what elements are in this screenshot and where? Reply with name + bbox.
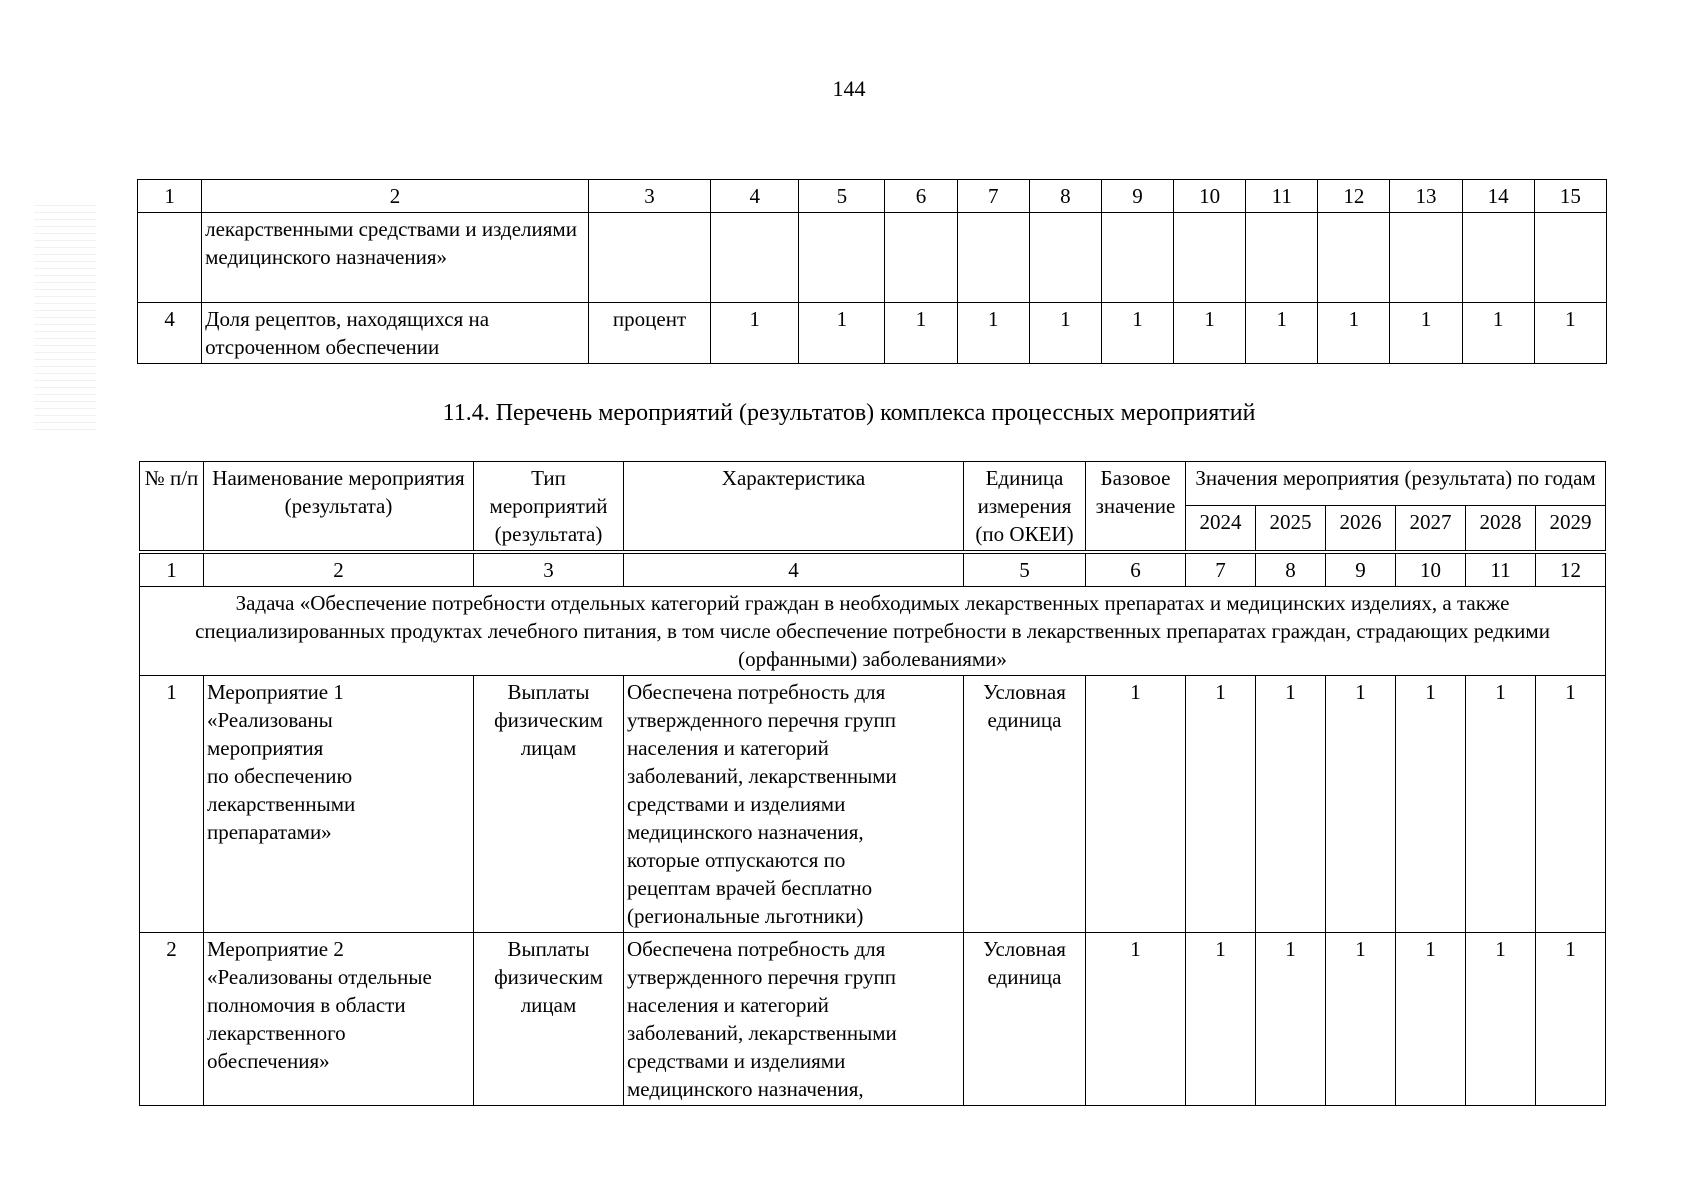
line: «Реализованы (207, 708, 333, 732)
indicator-name: лекарственными средствами и изделиями медицинского назначения» (202, 213, 589, 303)
activities-table (139, 461, 1606, 1106)
line: Выплаты (507, 680, 590, 704)
line: Обеспечена потребность для (627, 680, 886, 704)
header-year: 2028 (1466, 506, 1536, 552)
value-cell (1534, 213, 1606, 303)
line: утвержденного перечня групп (627, 708, 897, 732)
table2-header-row (140, 462, 1606, 506)
year-value: 1 (1396, 676, 1466, 933)
line: мероприятия (207, 736, 324, 760)
activity-name (204, 933, 474, 1106)
header-num: № п/п (140, 462, 204, 553)
header-base: Базовое значение (1086, 462, 1186, 553)
table1-col-3: 3 (588, 180, 710, 213)
value-cell: 1 (1318, 303, 1390, 364)
header-year: 2026 (1326, 506, 1396, 552)
column-number: 1 (140, 552, 204, 587)
table1-col-12: 12 (1318, 180, 1390, 213)
column-number: 9 (1326, 552, 1396, 587)
value-cell (711, 213, 799, 303)
value-cell: 1 (1101, 303, 1173, 364)
table-row (140, 933, 1606, 1106)
column-number: 7 (1186, 552, 1256, 587)
line: средствами и изделиями (627, 1049, 846, 1073)
line: которые отпускаются по (627, 848, 846, 872)
column-numbers-row (140, 552, 1606, 587)
year-value: 1 (1256, 676, 1326, 933)
value-cell: 1 (1029, 303, 1101, 364)
section-title: 11.4. Перечень мероприятий (результатов) комплекса процессных мероприятий (442, 400, 1256, 426)
column-number: 3 (474, 552, 624, 587)
line: (региональные льготники) (627, 904, 864, 928)
table1-col-6: 6 (885, 180, 957, 213)
column-number: 10 (1396, 552, 1466, 587)
value-cell: 1 (1390, 303, 1462, 364)
row-number (138, 213, 202, 303)
value-cell: 1 (1246, 303, 1318, 364)
year-value: 1 (1466, 676, 1536, 933)
line: населения и категорий (627, 993, 829, 1017)
year-value: 1 (1536, 933, 1606, 1106)
value-cell (1174, 213, 1246, 303)
header-year: 2025 (1256, 506, 1326, 552)
task-row (140, 587, 1606, 676)
unit: процент (588, 303, 710, 364)
activity-unit (964, 676, 1086, 933)
line: заболеваний, лекарственными (627, 764, 897, 788)
value-cell (885, 213, 957, 303)
year-value: 1 (1396, 933, 1466, 1106)
table1-col-9: 9 (1101, 180, 1173, 213)
column-number: 8 (1256, 552, 1326, 587)
table1-col-1: 1 (138, 180, 202, 213)
line: физическим (494, 708, 603, 732)
value-cell (799, 213, 885, 303)
row-number: 4 (138, 303, 202, 364)
header-unit: Единица измерения (по ОКЕИ) (964, 462, 1086, 553)
table-row (138, 303, 1607, 364)
line: обеспечения» (207, 1049, 330, 1073)
line: лицам (520, 993, 577, 1017)
table-row (138, 213, 1607, 303)
activity-characteristic (624, 676, 964, 933)
value-cell (1318, 213, 1390, 303)
line: полномочия в области (207, 993, 406, 1017)
column-number: 6 (1086, 552, 1186, 587)
value-cell: 1 (885, 303, 957, 364)
line: Мероприятие 1 (207, 680, 344, 704)
header-characteristic: Характеристика (624, 462, 964, 553)
table1-col-4: 4 (711, 180, 799, 213)
line: медицинского назначения, (627, 1077, 864, 1101)
line: заболеваний, лекарственными (627, 1021, 897, 1045)
line: «Реализованы отдельные (207, 965, 432, 989)
line: по обеспечению (207, 764, 353, 788)
header-year: 2027 (1396, 506, 1466, 552)
row-number: 1 (140, 676, 204, 933)
header-type: Тип мероприятий (результата) (474, 462, 624, 553)
table1-col-10: 10 (1174, 180, 1246, 213)
table1-col-8: 8 (1029, 180, 1101, 213)
activity-type (474, 933, 624, 1106)
value-cell: 1 (1534, 303, 1606, 364)
line: Мероприятие 2 (207, 937, 344, 961)
row-number: 2 (140, 933, 204, 1106)
table1-col-5: 5 (799, 180, 885, 213)
line: медицинского назначения, (627, 820, 864, 844)
table1-col-14: 14 (1462, 180, 1534, 213)
line: Обеспечена потребность для (627, 937, 886, 961)
year-value: 1 (1466, 933, 1536, 1106)
page-number: 144 (832, 76, 866, 101)
task-description: Задача «Обеспечение потребности отдельных категорий граждан в необходимых лекарственных препаратах и медицинских изделиях, а также специализированных продуктах лечебного питания, в том числе обеспечение потребности в лекарственных препаратах граждан, страдающих редкими (орфанными) заболеваниями» (140, 587, 1606, 676)
column-number: 2 (204, 552, 474, 587)
year-value: 1 (1256, 933, 1326, 1106)
table-row (140, 676, 1606, 933)
year-value: 1 (1326, 676, 1396, 933)
value-cell (1390, 213, 1462, 303)
base-value: 1 (1086, 676, 1186, 933)
line: препаратами» (207, 820, 332, 844)
line: Выплаты (507, 937, 590, 961)
table1-header-row (138, 180, 1607, 213)
column-number: 5 (964, 552, 1086, 587)
value-cell (957, 213, 1029, 303)
line: средствами и изделиями (627, 792, 846, 816)
line: Условная (983, 680, 1066, 704)
line: утвержденного перечня групп (627, 965, 897, 989)
line: лицам (520, 736, 577, 760)
line: населения и категорий (627, 736, 829, 760)
value-cell: 1 (1462, 303, 1534, 364)
activity-characteristic (624, 933, 964, 1106)
header-values-group: Значения мероприятия (результата) по годам (1186, 462, 1606, 506)
column-number: 11 (1466, 552, 1536, 587)
indicator-name: Доля рецептов, находящихся на отсроченном обеспечении (202, 303, 589, 364)
activity-unit (964, 933, 1086, 1106)
value-cell: 1 (1174, 303, 1246, 364)
column-number: 12 (1536, 552, 1606, 587)
header-year: 2029 (1536, 506, 1606, 552)
year-value: 1 (1186, 933, 1256, 1106)
line: физическим (494, 965, 603, 989)
year-value: 1 (1186, 676, 1256, 933)
value-cell: 1 (711, 303, 799, 364)
value-cell (1462, 213, 1534, 303)
value-cell: 1 (957, 303, 1029, 364)
base-value: 1 (1086, 933, 1186, 1106)
indicators-table-continuation (137, 179, 1607, 364)
column-number: 4 (624, 552, 964, 587)
line: рецептам врачей бесплатно (627, 876, 873, 900)
activity-type (474, 676, 624, 933)
table1-col-15: 15 (1534, 180, 1606, 213)
line: единица (987, 965, 1062, 989)
table1-col-7: 7 (957, 180, 1029, 213)
value-cell (1029, 213, 1101, 303)
activity-name (204, 676, 474, 933)
value-cell (1246, 213, 1318, 303)
line: единица (987, 708, 1062, 732)
line: лекарственными (207, 792, 356, 816)
line: лекарственного (207, 1021, 346, 1045)
header-year: 2024 (1186, 506, 1256, 552)
table1-col-2: 2 (202, 180, 589, 213)
table1-col-11: 11 (1246, 180, 1318, 213)
year-value: 1 (1536, 676, 1606, 933)
value-cell (1101, 213, 1173, 303)
table1-col-13: 13 (1390, 180, 1462, 213)
year-value: 1 (1326, 933, 1396, 1106)
value-cell: 1 (799, 303, 885, 364)
unit (588, 213, 710, 303)
header-name: Наименование мероприятия (результата) (204, 462, 474, 553)
line: Условная (983, 937, 1066, 961)
